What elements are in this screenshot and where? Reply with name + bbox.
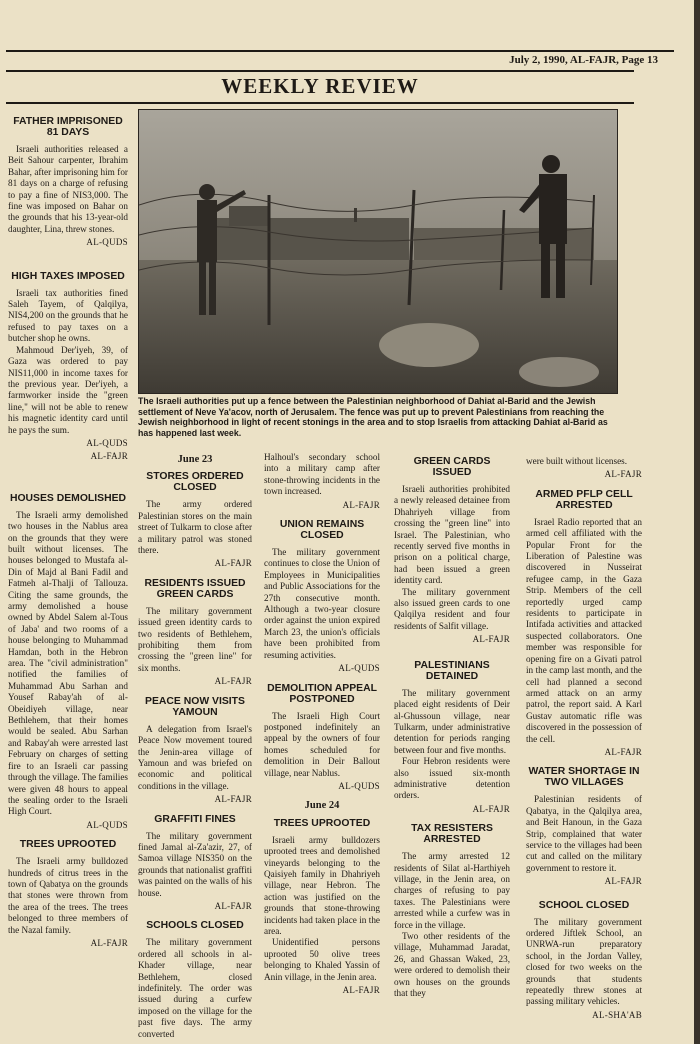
- article-source: AL-FAJR: [604, 469, 642, 480]
- article-body: The military government ordered all schools in al-Khader village, near Bethlehem, closed indefinitely. The order was issued during a curfew imposed on the village for the past five days. The army converted: [138, 937, 252, 1039]
- article-body: Four Hebron residents were also issued six-month administrative detention orders.: [394, 756, 510, 801]
- headline-tax-resisters-arrested: TAX RESISTERS ARRESTED: [411, 823, 493, 846]
- headline-graffiti-fines: GRAFFITI FINES: [154, 813, 236, 825]
- column-1: [8, 116, 128, 957]
- article-source: AL-QUDS: [338, 663, 380, 674]
- headline-armed-pflp-cell-arrested: ARMED PFLP CELL ARRESTED: [535, 488, 633, 511]
- article-body: The military government placed eight residents of Deir al-Ghussoun village, near Tulkarm, under administrative detention for periods ranging between four and five months.: [394, 687, 510, 755]
- title-rule-top: [6, 70, 634, 72]
- article-body: Halhoul's secondary school into a military camp after stone-throwing incidents in the town increased.: [264, 452, 380, 497]
- article-source: AL-FAJR: [472, 803, 510, 814]
- article-body: The military government continues to close the Union of Employees in Municipalities and Public Associations for the 27th consecutive month. Although a two-year closure order against the union expired March 23, the union's officials have been prohibited from resuming activities.: [264, 547, 380, 660]
- article-source: AL-FAJR: [214, 558, 252, 569]
- article-source: AL-FAJR: [214, 676, 252, 687]
- article-source: AL-QUDS: [86, 819, 128, 830]
- article-source: AL-QUDS: [86, 437, 128, 448]
- title-rule-bottom: [6, 102, 634, 104]
- article-source: AL-FAJR: [342, 985, 380, 996]
- article-body: were built without licenses.: [526, 456, 628, 466]
- article-body: Unidentified persons uprooted 50 olive trees belonging to Khaled Yassin of Anin village, in the Jenin area.: [264, 937, 380, 982]
- article-source: AL-FAJR: [90, 451, 128, 462]
- article-body: Israeli army bulldozers uprooted trees and demolished vineyards belonging to the Qaisiyeh family in Dhahriyeh village, near Hebron. The action was justified on the grounds that stone-throwing incidents had taken place in the area.: [264, 834, 380, 936]
- article-body: Mahmoud Der'iyeh, 39, of Gaza was ordered to pay NIS11,000 in income taxes for the previous year. Der'iyeh, a farmworker inside the "green line," will not be able to renew his magnetic identity card until he pays the sum.: [8, 344, 128, 435]
- dateline: July 2, 1990, AL-FAJR, Page 13: [509, 54, 658, 66]
- headline-water-shortage: WATER SHORTAGE IN TWO VILLAGES: [528, 766, 640, 789]
- column-2: [138, 452, 252, 1040]
- headline-union-remains-closed: UNION REMAINS CLOSED: [279, 519, 365, 542]
- article-body: The military government fined Jamal al-Za'azir, 27, of Samoa village NIS350 on the grounds that nationalist graffiti was painted on the walls of his house.: [138, 830, 252, 898]
- header-rule: [6, 50, 674, 52]
- headline-trees-uprooted-2: TREES UPROOTED: [273, 817, 371, 829]
- article-body: The Israeli High Court postponed indefinitely an appeal by the owners of four homes scheduled for demolition in Deir Ballout village, near Nablus.: [264, 710, 380, 778]
- fence-photo: [138, 109, 618, 394]
- article-body: The army ordered Palestinian stores on the main street of Tulkarm to close after a military patrol was stoned there.: [138, 499, 252, 556]
- date-heading: June 24: [304, 800, 340, 812]
- article-body: The military government ordered Jiftlek School, an UNRWA-run preparatory school, in the Jordan Valley, closed for two weeks on the grounds that students repeatedly threw stones at passing military vehicles.: [526, 916, 642, 1007]
- article-source: AL-FAJR: [90, 937, 128, 948]
- article-body: Palestinian residents of Qabatya, in the Qalqilya area, and Beit Hanoun, in the Gaza Strip, complained that water service to the villages had been cut and called on the military government to restore it.: [526, 794, 642, 873]
- headline-high-taxes: HIGH TAXES IMPOSED: [11, 270, 125, 282]
- column-4: [394, 456, 510, 999]
- headline-school-closed: SCHOOL CLOSED: [538, 899, 630, 911]
- date-heading: June 23: [177, 454, 213, 465]
- article-body: Israeli authorities prohibited a newly released detainee from Dhahriyeh village from crossing the "green line" into Israel. The Palestinian, who recently served five months in prison on a political charge, had been issued a green identity card.: [394, 484, 510, 586]
- column-3: [264, 452, 380, 1004]
- article-source: AL-FAJR: [604, 876, 642, 887]
- article-source: AL-SHA'AB: [592, 1009, 642, 1020]
- headline-palestinians-detained: PALESTINIANS DETAINED: [414, 659, 490, 682]
- article-source: AL-FAJR: [214, 794, 252, 805]
- headline-stores-ordered-closed: STORES ORDERED CLOSED: [146, 471, 244, 494]
- article-source: AL-FAJR: [472, 634, 510, 645]
- article-source: AL-QUDS: [86, 237, 128, 248]
- headline-houses-demolished: HOUSES DEMOLISHED: [9, 492, 127, 504]
- article-body: Two other residents of the village, Muhammad Jaradat, 26, and Ghassan Waked, 23, were ordered to demolish their own houses on the grounds that they: [394, 931, 510, 999]
- photo-caption: The Israeli authorities put up a fence between the Palestinian neighborhood of Dahiat al-Barid and the Jewish settlement of Neve Ya'acov, north of Jerusalem. The fence was put up to prevent Palestinians from reaching the Jewish neighborhood in light of recent stonings in the area and to stop Israelis from attacking Dahiat al-Barid as has happened last week.: [138, 396, 608, 438]
- article-source: AL-QUDS: [338, 780, 380, 791]
- headline-residents-issued-green-cards: RESIDENTS ISSUED GREEN CARDS: [144, 577, 246, 600]
- article-source: AL-FAJR: [604, 746, 642, 757]
- headline-schools-closed: SCHOOLS CLOSED: [146, 920, 244, 932]
- section-title: WEEKLY REVIEW: [221, 74, 419, 98]
- article-body: The Israeli army demolished two houses in the Nablus area on the grounds that they were built without licenses. The houses belonged to Mustafa al-Din of Majd al Bani Fadil and Fatmeh al-Thalji of Tallouza. Citing the same grounds, the army demolished a house owned by Abdel Salem al-Tous of Jaba' and two rooms of a house belonging to Muhammad Hamdan, both in the Hebron area. The "civil administration" notified the families of Muhammad Abu Sarhan and Yousef Rabay'ah of al-Obeidiyeh village, near Bethlehem, that their homes would be sealed. Abu Sarhan and Rabay'ah were arrested last February on charges of setting fire to an Israeli car passing through the village. The families were given 48 hours to appeal the sealing order to the Israeli High Court.: [8, 509, 129, 817]
- column-5: [526, 456, 642, 1029]
- article-body: The military government issued green identity cards to two residents of Bethlehem, prohibiting them from crossing the "green line" for six months.: [138, 605, 252, 673]
- headline-green-cards-issued: GREEN CARDS ISSUED: [413, 456, 491, 478]
- fence-photo-illustration: [139, 110, 618, 394]
- article-body: The Israeli army bulldozed hundreds of citrus trees in the town of Qabatya on the grounds that stones were thrown from the area of the trees. The trees belonged to three members of the Nazal family.: [8, 856, 128, 935]
- article-body: A delegation from Israel's Peace Now movement toured the Jenin-area village of Yamoun and was briefed on economic and political conditions in the village.: [138, 723, 252, 791]
- headline-trees-uprooted: TREES UPROOTED: [19, 839, 117, 851]
- article-body: Israel Radio reported that an armed cell affiliated with the Popular Front for the Liberation of Palestine was discovered in Nusseirat refugee camp, in the Gaza Strip. Members of the cell reportedly urged camp residents to participate in Intifada activities and attacked suspected collaborators. One member was responsible for opening fire on a Givati patrol in the camp last month, and the cell had planned a second armed attack on an army patrol, the report said. A Karl Gustav automatic rifle was discovered in the possession of the cell.: [526, 516, 642, 744]
- article-body: Israeli tax authorities fined Saleh Tayem, of Qalqilya, NIS4,200 on the grounds that he refused to pay taxes on a butcher shop he owns.: [8, 287, 128, 344]
- headline-father-imprisoned: FATHER IMPRISONED 81 DAYS: [13, 116, 123, 138]
- article-body: Israeli authorities released a Beit Sahour carpenter, Ibrahim Bahar, after imprisoning him for 81 days on a charge of refusing to pay a fine of NIS3,000. The fine was imposed on Bahar on the grounds that his 13-year-old daughter, Lina, threw stones.: [8, 144, 128, 234]
- headline-demolition-appeal-postponed: DEMOLITION APPEAL POSTPONED: [267, 682, 377, 705]
- article-body: The army arrested 12 residents of Silat al-Harthiyeh village, in the Jenin area, on charges of refusing to pay taxes. The Palestinians were arrested while a curfew was in force in the village.: [394, 851, 510, 930]
- article-body: The military government also issued green cards to one Qalqilya resident and four residents of Salfit village.: [394, 586, 510, 631]
- article-source: AL-FAJR: [214, 900, 252, 911]
- article-source: AL-FAJR: [342, 499, 380, 510]
- headline-peace-now-visits-yamoun: PEACE NOW VISITS YAMOUN: [145, 695, 245, 718]
